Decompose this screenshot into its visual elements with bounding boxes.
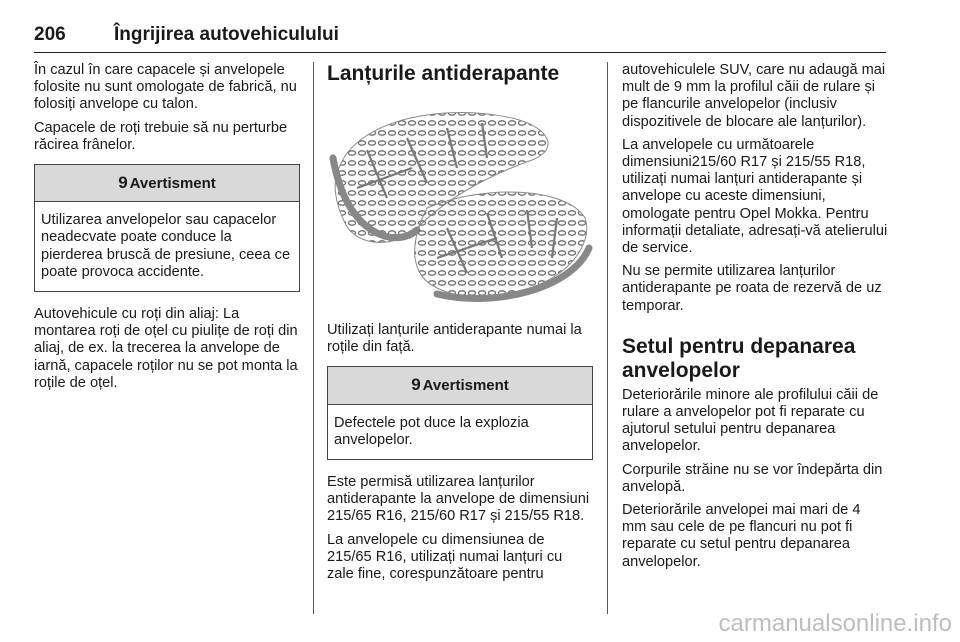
paragraph: Corpurile străine nu se vor îndepărta din anvelopă. [622, 461, 883, 495]
warning-header [328, 367, 592, 404]
warning-box [327, 366, 593, 460]
warning-title: Avertisment [129, 175, 216, 193]
paragraph: Autovehicule cu roți din aliaj: La montarea roți de oțel cu piulițe de roți din aliaj, de ex. la trecerea la anvelope de iarnă, capacele roților nu se pot monta la roțile de oțel. [34, 306, 298, 391]
paragraph: Capacele de roți trebuie să nu perturbe răcirea frânelor. [34, 119, 288, 153]
warning-text: Defectele pot duce la explozia anvelopelor. [334, 414, 529, 448]
column-left [34, 62, 300, 398]
column-divider [313, 62, 314, 614]
chapter-title: Îngrijirea autovehiculului [114, 24, 339, 45]
page-header [34, 22, 886, 53]
snow-chains-illustration [327, 98, 593, 312]
section-heading: Setul pentru depanarea anvelopelor [622, 334, 856, 382]
warning-icon: 9 [411, 375, 421, 395]
paragraph: autovehiculele SUV, care nu adaugă mai mult de 9 mm la profilul căii de rulare și pe flancurile anvelopelor (inclusiv dispozitivele de blocare ale lanțurilor). [622, 62, 886, 130]
paragraph: Este permisă utilizarea lanțurilor antiderapante la anvelope de dimensiuni 215/65 R16, 215/60 R17 și 215/55 R18. [327, 474, 590, 525]
warning-body [328, 405, 592, 459]
paragraph: Deteriorările anvelopei mai mari de 4 mm sau cele de pe flancuri nu pot fi reparate cu setul pentru depanarea anvelopelor. [622, 502, 861, 570]
paragraph: La anvelopele cu următoarele dimensiuni215/60 R17 și 215/55 R18, utilizați numai lanțuri antiderapante și anvelope cu aceste dimensiuni, omologate pentru Opel Mokka. Pentru informații detaliate, adresați-vă atelierului de service. [622, 136, 888, 257]
warning-text: Utilizarea anvelopelor sau capacelor neadecvate poate conduce la pierderea bruscă de presiune, ceea ce poate provoca accidente. [41, 212, 291, 280]
paragraph: În cazul în care capacele și anvelopele folosite nu sunt omologate de fabrică, nu folosiți anvelope cu talon. [34, 62, 297, 113]
section-heading: Lanțurile antiderapante [327, 62, 560, 85]
warning-title: Avertisment [422, 377, 509, 395]
paragraph: Nu se permite utilizarea lanțurilor antiderapante pe roata de rezervă de uz temporar. [622, 263, 882, 314]
paragraph: Utilizați lanțurile antiderapante numai la roțile din față. [327, 322, 582, 356]
warning-body [35, 202, 299, 291]
warning-icon: 9 [118, 173, 128, 193]
column-middle [327, 62, 593, 589]
column-divider [607, 62, 608, 614]
column-right [622, 62, 888, 577]
paragraph: Deteriorările minore ale profilului căii de rulare a anvelopelor pot fi reparate cu ajutorul setului pentru depanarea anvelopelor. [622, 386, 879, 455]
paragraph: La anvelopele cu dimensiunea de 215/65 R16, utilizați numai lanțuri cu zale fine, corespunzătoare pentru [327, 531, 563, 583]
watermark: carmanualsonline.info [718, 610, 952, 637]
warning-box [34, 164, 300, 292]
warning-header [35, 165, 299, 202]
page-number: 206 [34, 24, 66, 45]
